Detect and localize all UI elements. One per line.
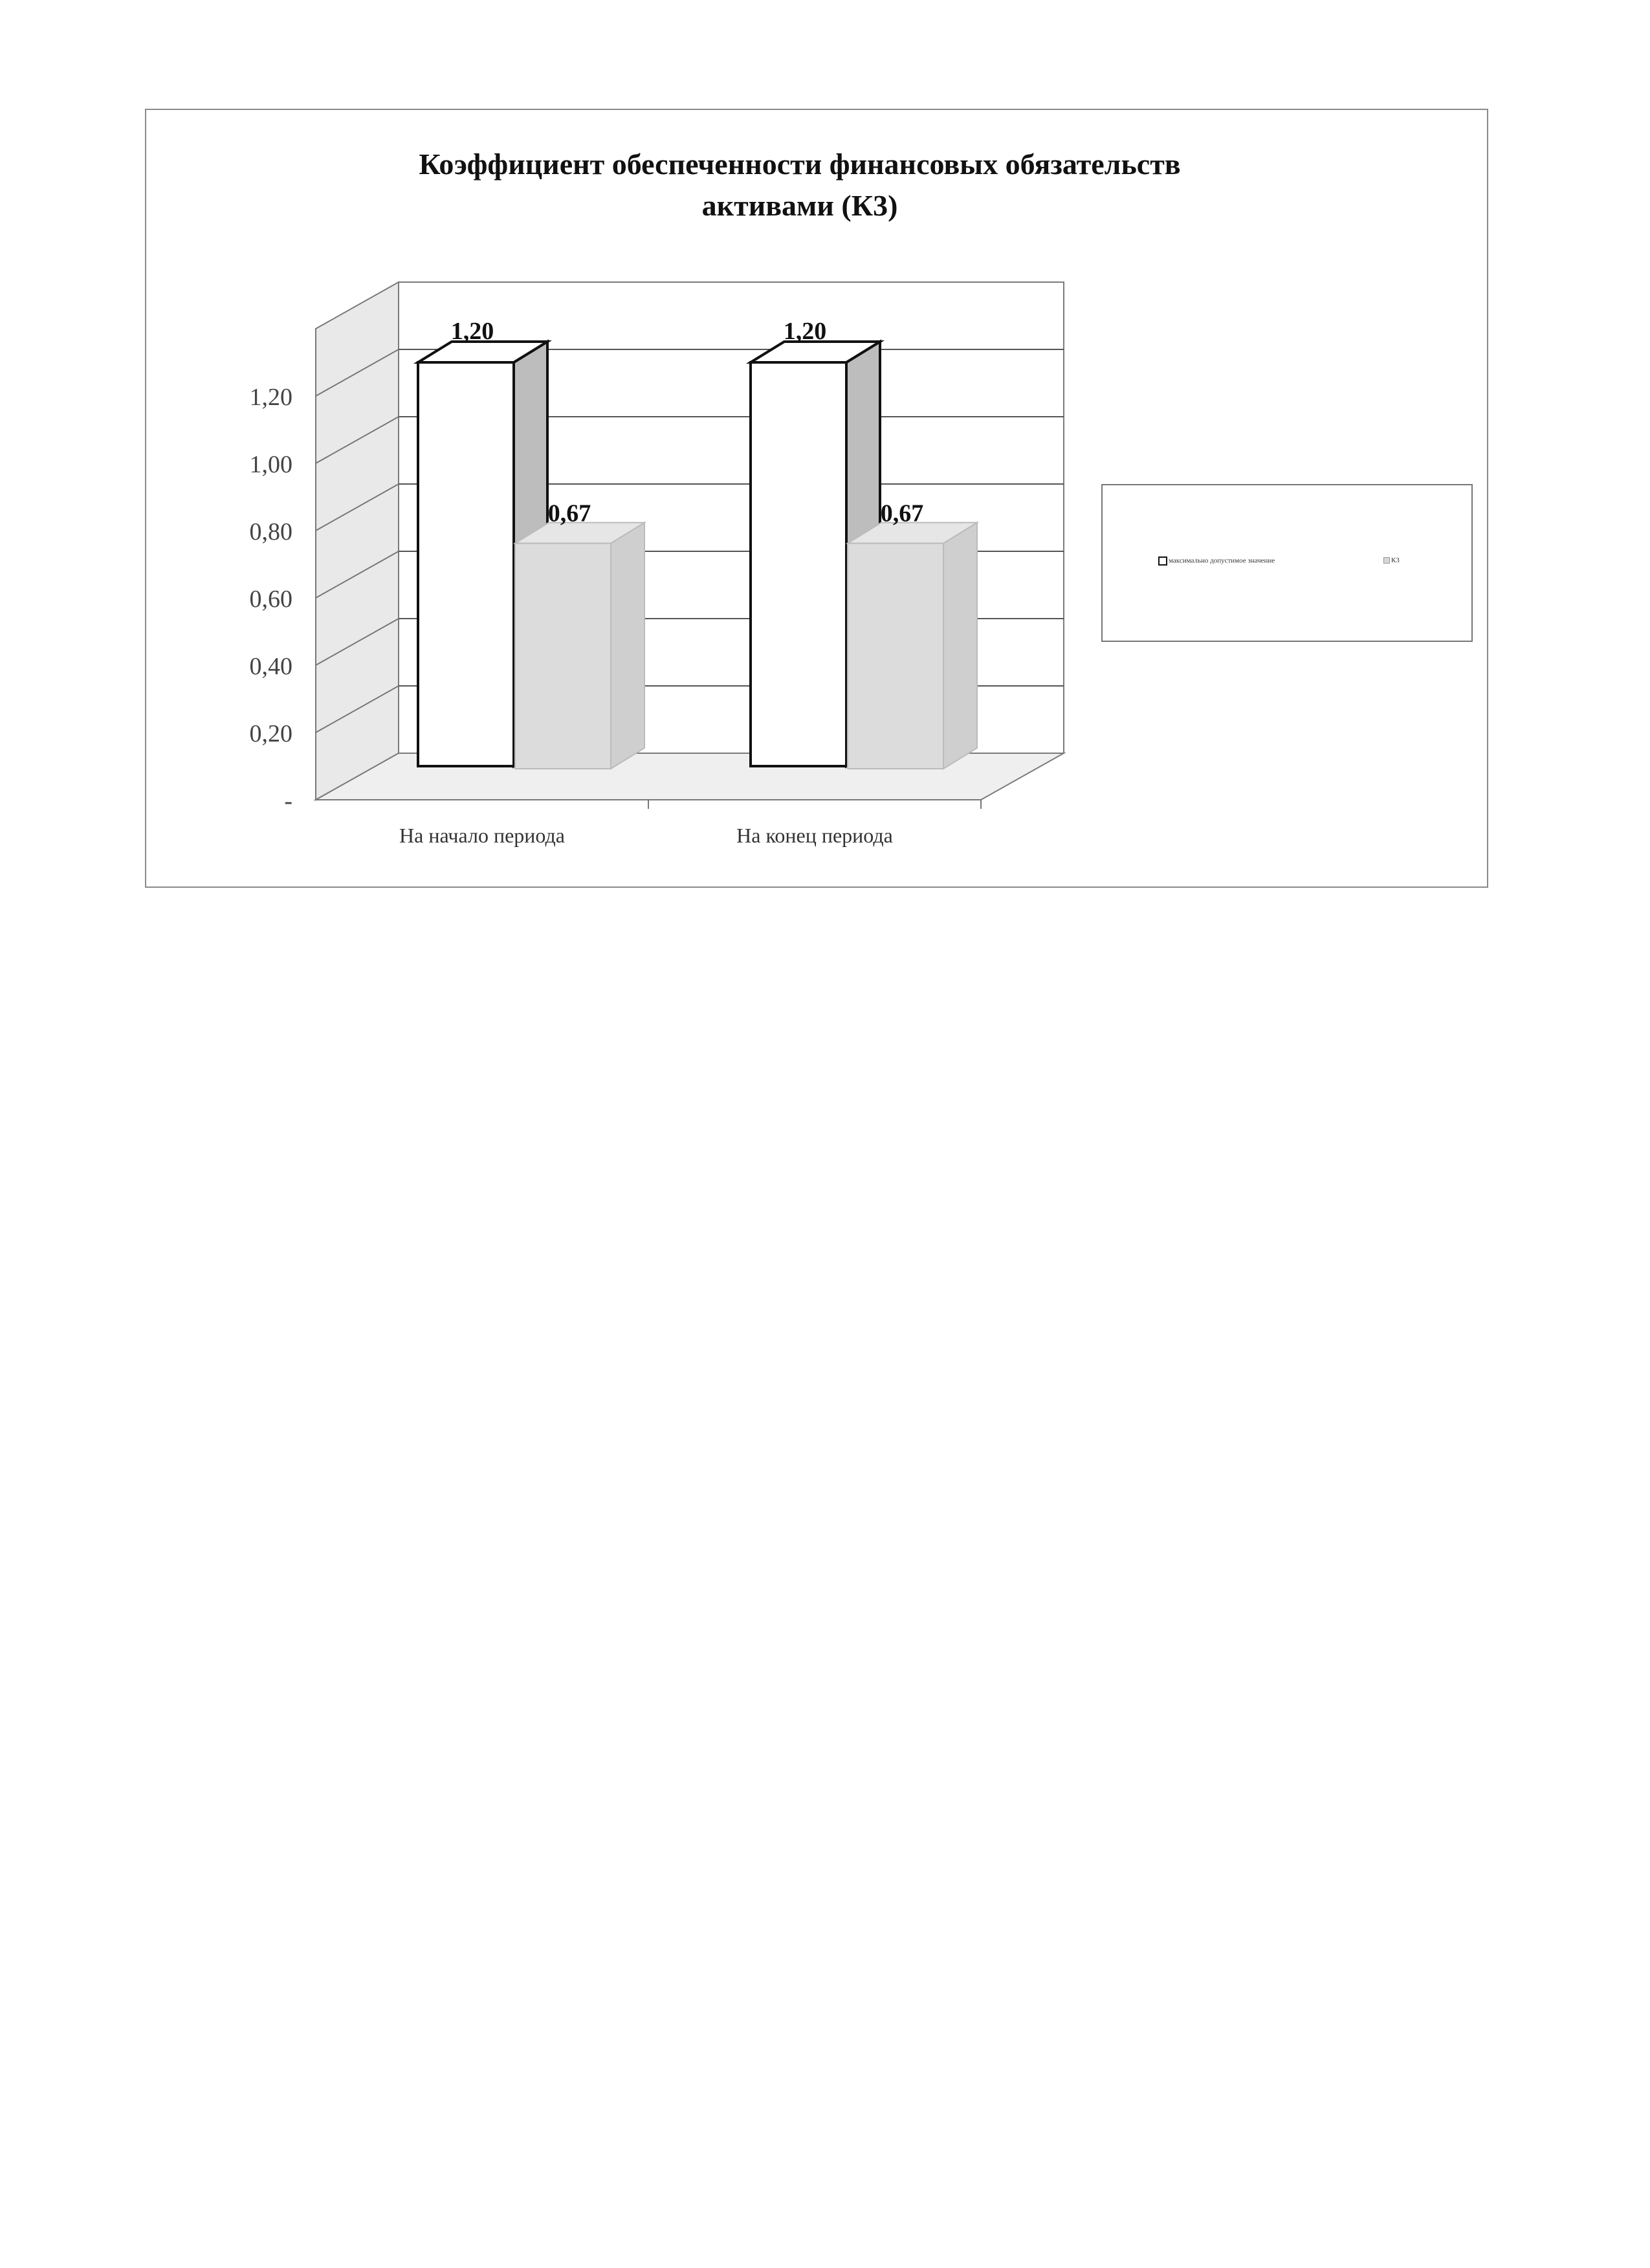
legend-swatch-max: [1158, 556, 1167, 566]
data-label: 1,20: [783, 318, 827, 345]
bar-side: [611, 523, 644, 769]
y-tick-label: 0,40: [249, 653, 292, 680]
legend-label-max: максимально допустимое значение: [1169, 556, 1275, 565]
legend-item-k3: [1383, 556, 1400, 564]
chart-title-line-2: активами (К3): [701, 189, 898, 222]
bar: [418, 362, 514, 766]
chart-legend: [1101, 484, 1473, 642]
y-tick-label: -: [284, 787, 292, 815]
y-tick-label: 1,20: [249, 384, 292, 411]
side-wall: [316, 282, 399, 800]
legend-item-max: [1158, 556, 1275, 566]
chart-title-line-1: Коэффициент обеспеченности финансовых обязательств: [419, 148, 1181, 181]
bar: [848, 544, 943, 769]
legend-swatch-k3: [1383, 557, 1390, 564]
y-tick-label: 1,00: [249, 451, 292, 478]
bar: [751, 362, 846, 766]
bar-side: [943, 523, 977, 769]
chart-frame: [145, 109, 1488, 888]
bar: [515, 544, 611, 769]
data-label: 0,67: [547, 500, 591, 527]
x-category-label: На конец периода: [736, 824, 893, 847]
data-label: 0,67: [880, 500, 924, 527]
legend-label-k3: К3: [1391, 556, 1400, 564]
y-tick-label: 0,80: [249, 518, 292, 545]
data-label: 1,20: [450, 318, 494, 345]
x-category-label: На начало периода: [399, 824, 565, 847]
y-tick-label: 0,20: [249, 720, 292, 747]
y-tick-label: 0,60: [249, 586, 292, 613]
